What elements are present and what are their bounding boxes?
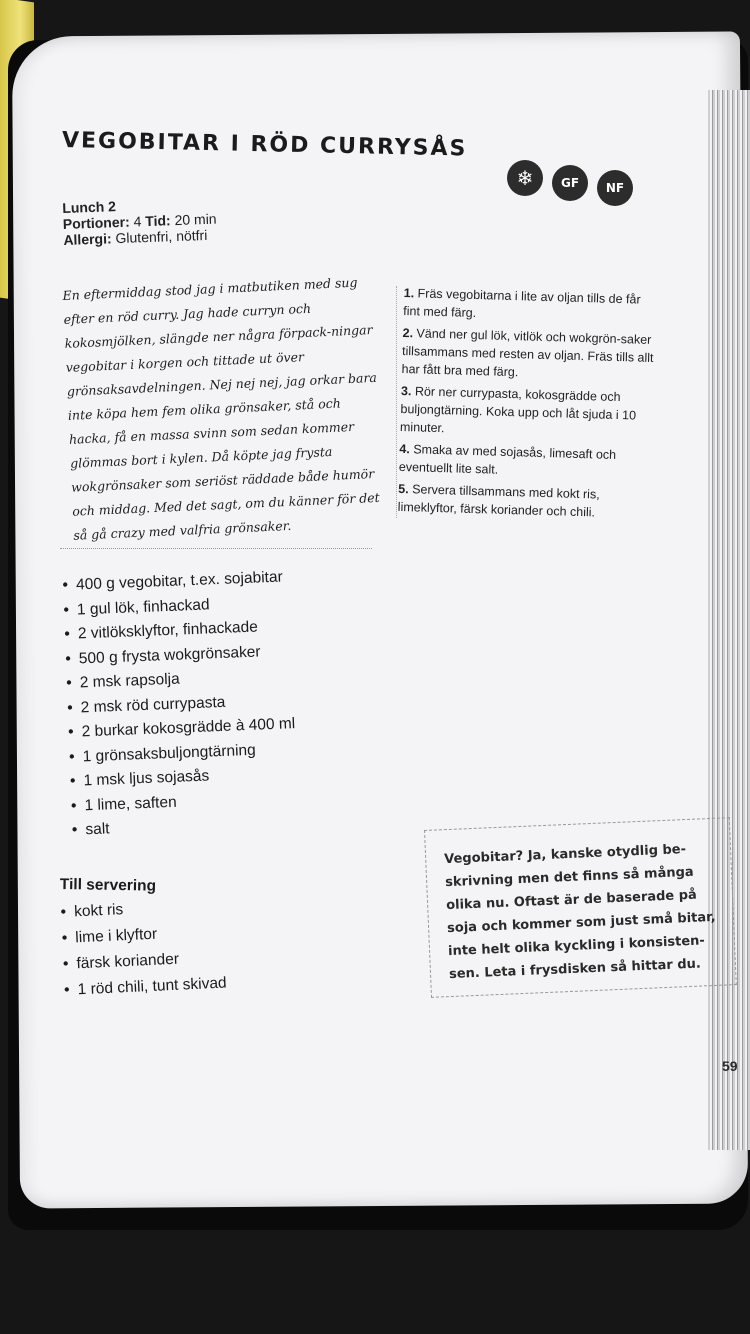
recipe-title: VEGOBITAR I RÖD CURRYSÅS xyxy=(61,128,468,162)
list-item: • 2 burkar kokosgrädde à 400 ml xyxy=(68,709,389,746)
page-number: 59 xyxy=(722,1058,738,1074)
list-item: • lime i klyftor xyxy=(61,915,302,952)
step-3: 3. Rör ner currypasta, kokosgrädde och buljongtärning. Koka upp och låt sjuda i 10 minuter. xyxy=(399,383,637,436)
nut-free-badge: NF xyxy=(597,170,633,206)
allergy-label: Allergi: xyxy=(63,230,112,248)
list-item: • 1 msk ljus sojasås xyxy=(70,758,391,795)
step-5: 5. Servera tillsammans med kokt ris, limeklyftor, färsk koriander och chili. xyxy=(397,481,600,520)
list-item: • 1 gul lök, finhackad xyxy=(63,586,384,623)
snowflake-icon: ❄ xyxy=(507,160,543,196)
section-divider xyxy=(60,548,372,549)
step-1: 1. Fräs vegobitarna i lite av oljan tills de får fint med färg. xyxy=(403,285,641,321)
column-divider xyxy=(396,286,397,518)
time-value: 20 min xyxy=(174,210,217,229)
portions-label: Portioner: xyxy=(62,213,130,232)
allergy-value: Glutenfri, nötfri xyxy=(115,226,208,247)
list-item: • kokt ris xyxy=(60,889,301,926)
diet-badges xyxy=(507,160,647,206)
course-label: Lunch 2 xyxy=(62,198,117,216)
list-item: • salt xyxy=(71,807,392,844)
tip-text: Vegobitar? Ja, kanske otydlig be-skrivning men det finns så många olika nu. Oftast är de baserade på soja och kommer som just små bitar, inte helt olika kyckling i konsisten-sen. Leta i frysdisken så hittar du. xyxy=(443,842,716,983)
list-item: • 1 lime, saften xyxy=(70,782,391,819)
serving-list xyxy=(60,889,304,1004)
step-2: 2. Vänd ner gul lök, vitlök och wokgrön-saker tillsammans med resten av oljan. Fräs tills allt har fått bra med färg. xyxy=(401,325,654,380)
recipe-steps xyxy=(397,284,659,527)
portions-value: 4 xyxy=(133,213,142,230)
list-item: • 2 msk röd currypasta xyxy=(67,684,388,721)
list-item: • 2 msk rapsolja xyxy=(66,660,387,697)
list-item: • 500 g frysta wokgrönsaker xyxy=(65,635,386,672)
recipe-meta xyxy=(62,190,363,248)
serving-heading: Till servering xyxy=(59,876,157,895)
list-item: • 400 g vegobitar, t.ex. sojabitar xyxy=(62,562,383,599)
ingredient-list xyxy=(62,562,392,844)
recipe-intro: En eftermiddag stod jag i matbutiken med sug efter en röd curry. Jag hade curryn och kokosmjölken, slängde ner några förpack-ningar vegobitar i korgen och tittade ut över grönsaksavdelningen. Nej nej nej, jag orkar bara inte köpa hem fem olika grönsaker, stå och hacka, få en massa svinn som sedan kommer glömmas bort i kylen. Då köpte jag frysta wokgrönsaker som seriöst räddade både humör och middag. Med det sagt, om du känner för det så gå crazy med valfria grönsaker. xyxy=(62,274,380,543)
time-label: Tid: xyxy=(144,212,171,230)
tip-box xyxy=(424,817,737,998)
list-item: • 2 vitlöksklyftor, finhackade xyxy=(64,611,385,648)
list-item: • 1 röd chili, tunt skivad xyxy=(64,967,305,1004)
list-item: • färsk koriander xyxy=(62,941,303,978)
list-item: • 1 grönsaksbuljongtärning xyxy=(69,733,390,770)
step-4: 4. Smaka av med sojasås, limesaft och eventuellt lite salt. xyxy=(398,441,617,477)
gluten-free-badge: GF xyxy=(552,165,588,201)
